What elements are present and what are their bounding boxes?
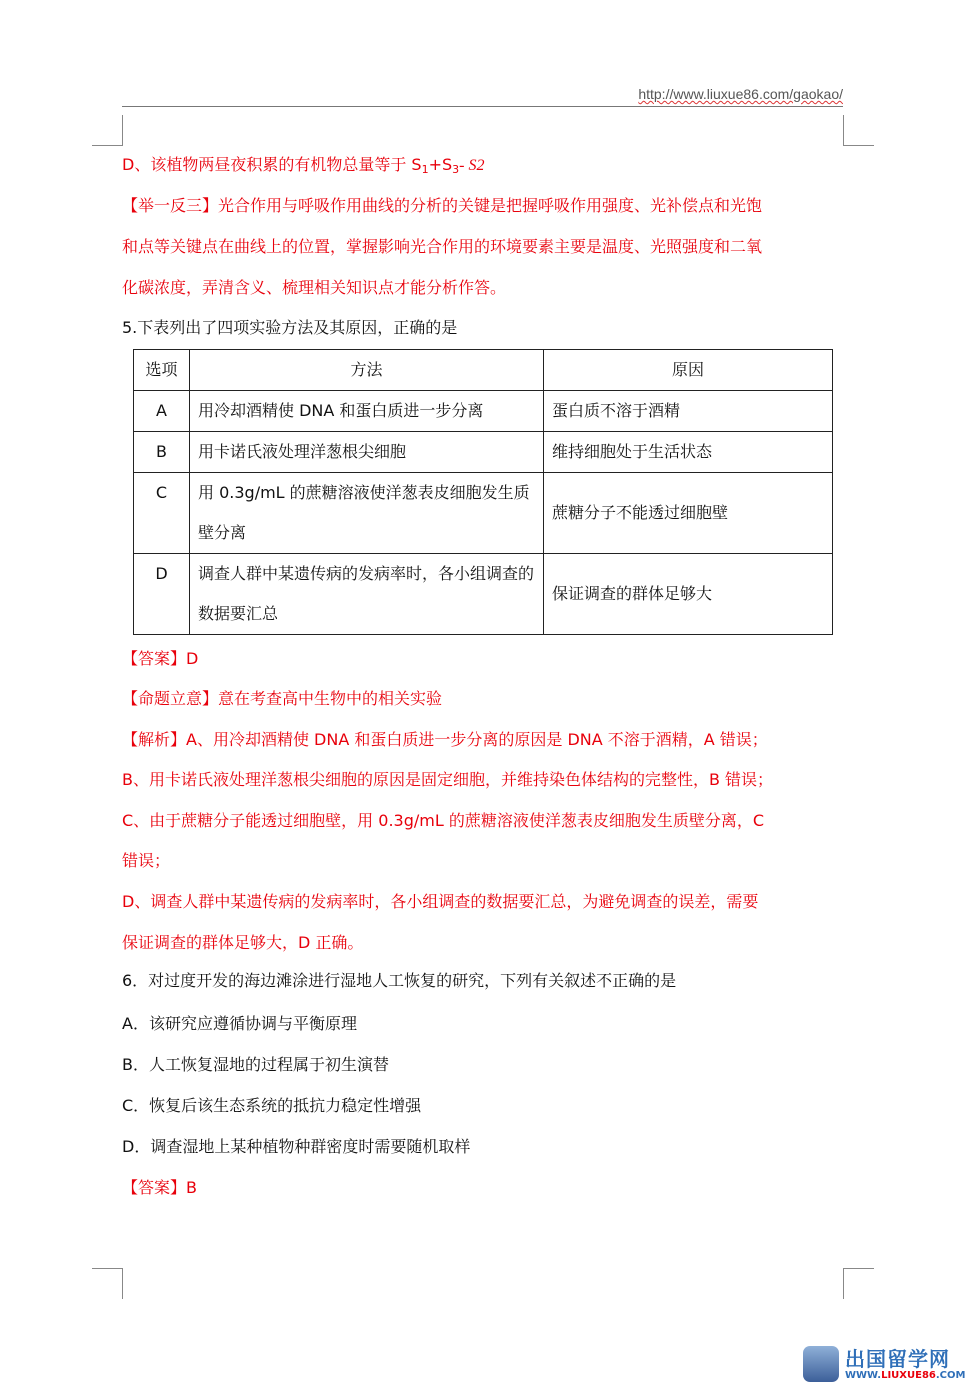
tip-line (122, 196, 762, 216)
table-row (134, 391, 833, 432)
cell: C (134, 473, 190, 554)
s: WWW. (845, 1369, 882, 1381)
table-row (134, 432, 833, 473)
option: D．调查湿地上某种植物种群密度时需要随机取样 (122, 1137, 471, 1156)
cell: 蛋白质不溶于酒精 (544, 391, 833, 432)
table-header-row (134, 350, 833, 391)
option: A．该研究应遵循协调与平衡原理 (122, 1014, 357, 1033)
f: - S2 (459, 157, 485, 174)
cell: 用卡诺氏液处理洋葱根尖细胞 (190, 432, 544, 473)
header-rule (122, 106, 843, 107)
cell: D (134, 554, 190, 635)
logo-site (845, 1370, 965, 1381)
logo-icon (803, 1346, 839, 1382)
tip-label: 【举一反三】 (122, 196, 219, 215)
f: 1 (421, 163, 429, 176)
option-d-text: D、该植物两昼夜积累的有机物总量等于 (122, 155, 412, 174)
corner-mark (843, 1268, 874, 1299)
header-cell: 原因 (544, 350, 833, 391)
s: LIUXUE86 (881, 1369, 936, 1381)
f: 3 (452, 163, 460, 176)
corner-mark (92, 1268, 123, 1299)
f: +S (428, 155, 453, 174)
option: C．恢复后该生态系统的抵抗力稳定性增强 (122, 1096, 422, 1115)
site-logo (803, 1346, 965, 1382)
cell: 维持细胞处于生活状态 (544, 432, 833, 473)
experiment-table (133, 349, 833, 635)
corner-mark (843, 115, 874, 146)
cell: 用 0.3g/mL 的蔗糖溶液使洋葱表皮细胞发生质壁分离 (190, 473, 544, 554)
cell: 用冷却酒精使 DNA 和蛋白质进一步分离 (190, 391, 544, 432)
cell: 调查人群中某遗传病的发病率时，各小组调查的数据要汇总 (190, 554, 544, 635)
header-url-text: http://www.liuxue86.com/gaokao/ (638, 86, 843, 102)
analysis-line: 【解析】A、用冷却酒精使 DNA 和蛋白质进一步分离的原因是 DNA 不溶于酒精，A 错误； (122, 730, 768, 749)
answer: 【答案】B (122, 1178, 197, 1197)
logo-title: 出国留学网 (845, 1346, 950, 1371)
cell: B (134, 432, 190, 473)
option-d (122, 155, 484, 180)
cell: A (134, 391, 190, 432)
question-5: 5.下表列出了四项实验方法及其原因，正确的是 (122, 318, 458, 337)
answer: 【答案】D (122, 649, 199, 668)
tip-line: 和点等关键点在曲线上的位置，掌握影响光合作用的环境要素主要是温度、光照强度和二氧 (122, 237, 763, 256)
cell: 蔗糖分子不能透过细胞壁 (544, 473, 833, 554)
question-6: 6．对过度开发的海边滩涂进行湿地人工恢复的研究，下列有关叙述不正确的是 (122, 971, 677, 990)
formula (411, 155, 484, 174)
analysis-line: D、调查人群中某遗传病的发病率时，各小组调查的数据要汇总，为避免调查的误差，需要 (122, 892, 759, 911)
intent: 【命题立意】意在考查高中生物中的相关实验 (122, 689, 443, 708)
tip-line: 化碳浓度，弄清含义、梳理相关知识点才能分析作答。 (122, 278, 507, 297)
s: .COM (935, 1369, 965, 1381)
corner-mark (92, 115, 123, 146)
analysis-line: 错误； (122, 851, 171, 870)
analysis-line: C、由于蔗糖分子能透过细胞壁，用 0.3g/mL 的蔗糖溶液使洋葱表皮细胞发生质壁分离，C (122, 811, 765, 830)
cell: 保证调查的群体足够大 (544, 554, 833, 635)
table-row (134, 473, 833, 554)
analysis-line: 保证调查的群体足够大，D 正确。 (122, 933, 364, 952)
table-row (134, 554, 833, 635)
tip-text: 光合作用与呼吸作用曲线的分析的关键是把握呼吸作用强度、光补偿点和光饱 (218, 196, 763, 215)
header-cell: 选项 (134, 350, 190, 391)
header-url[interactable] (638, 86, 843, 102)
analysis-line: B、用卡诺氏液处理洋葱根尖细胞的原因是固定细胞，并维持染色体结构的完整性，B 错误； (122, 770, 774, 789)
option: B．人工恢复湿地的过程属于初生演替 (122, 1055, 389, 1074)
header-cell: 方法 (190, 350, 544, 391)
f: S (411, 155, 422, 174)
